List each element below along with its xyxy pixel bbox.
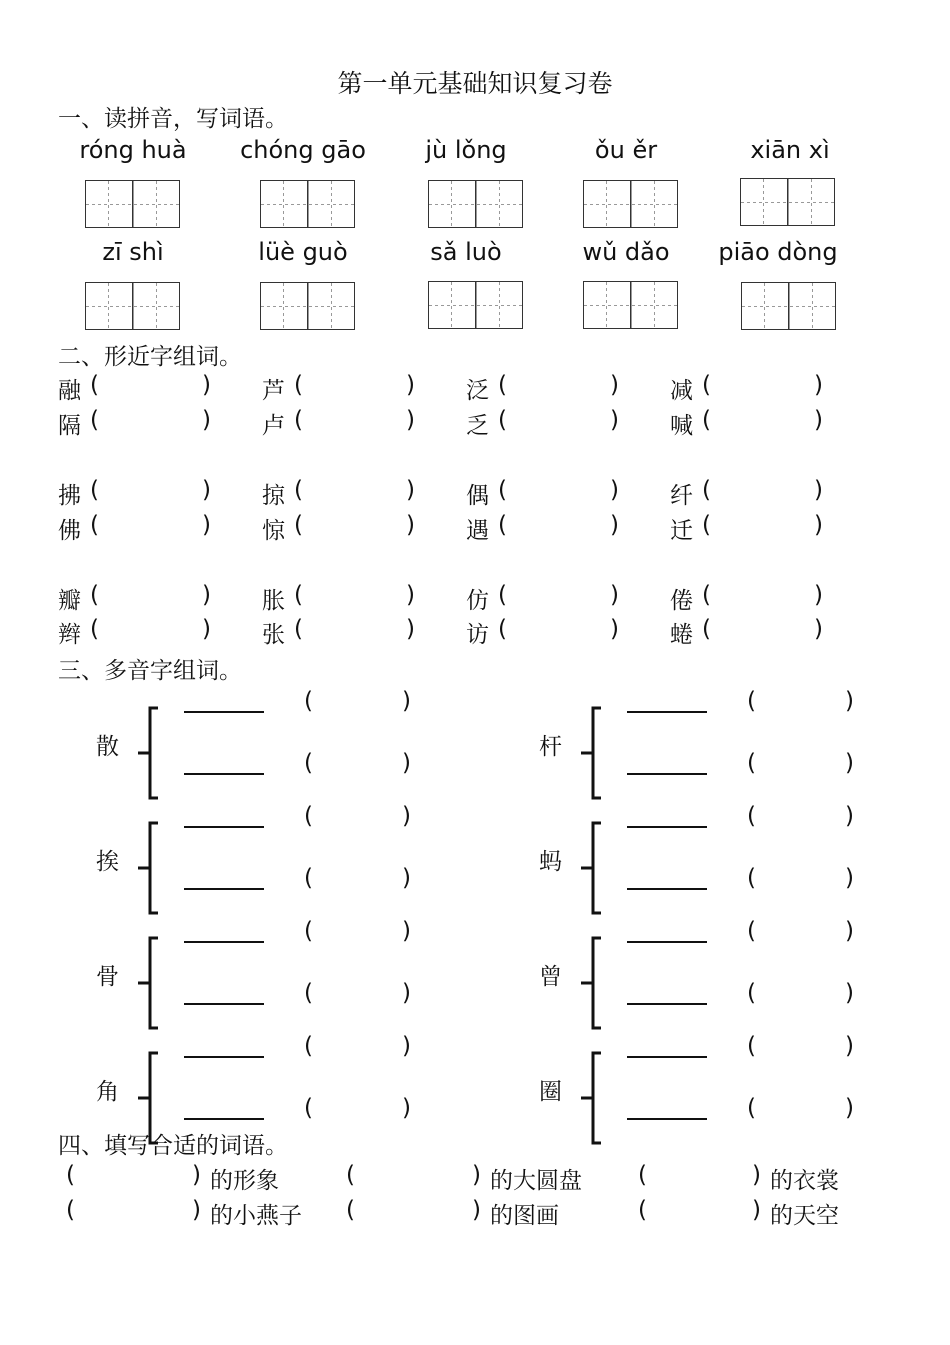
brace-icon: [579, 706, 603, 800]
section3-heading: 三、多音字组词。: [58, 658, 242, 684]
answer-line[interactable]: [184, 1056, 264, 1058]
char-fill-item[interactable]: 乏 ( ): [466, 407, 619, 439]
polyphone-item: 骨 ( ) ( ): [60, 932, 400, 1042]
answer-line[interactable]: [184, 773, 264, 775]
answer-line[interactable]: [627, 711, 707, 713]
char-fill-item[interactable]: 访 ( ): [466, 616, 619, 648]
writing-grid[interactable]: [583, 281, 678, 329]
char-fill-item[interactable]: 纤 ( ): [670, 477, 823, 509]
answer-line[interactable]: [184, 1118, 264, 1120]
char-fill-item[interactable]: 隔 ( ): [58, 407, 211, 439]
char-fill-item[interactable]: 融 ( ): [58, 372, 211, 404]
char-fill-item[interactable]: 掠 ( ): [262, 477, 415, 509]
polyphone-item: 散 ( ) ( ): [60, 702, 400, 812]
section1-heading: 一、读拼音，写词语。: [58, 106, 288, 132]
char-fill-item[interactable]: 佛 ( ): [58, 512, 211, 544]
polyphone-item: 挨 ( ) ( ): [60, 817, 400, 927]
section4-heading: 四、填写合适的词语。: [58, 1133, 288, 1159]
writing-grid[interactable]: [260, 180, 355, 228]
pinyin-item: zī shì: [102, 238, 164, 266]
answer-line[interactable]: [627, 826, 707, 828]
writing-grid[interactable]: [85, 282, 180, 330]
answer-line[interactable]: [184, 711, 264, 713]
answer-line[interactable]: [184, 941, 264, 943]
page-title: 第一单元基础知识复习卷: [337, 69, 613, 98]
char-fill-item[interactable]: 倦 ( ): [670, 582, 823, 614]
writing-grid[interactable]: [583, 180, 678, 228]
writing-grid[interactable]: [428, 281, 523, 329]
char-fill-item[interactable]: 辫 ( ): [58, 616, 211, 648]
pinyin-item: róng huà: [79, 136, 187, 164]
polyphone-item: 角 ( ) ( ): [60, 1047, 400, 1157]
char-fill-item[interactable]: 迁 ( ): [670, 512, 823, 544]
pinyin-item: xiān xì: [750, 136, 830, 164]
char-fill-item[interactable]: 蜷 ( ): [670, 616, 823, 648]
polyphone-item: 曾 ( ) ( ): [503, 932, 843, 1042]
pinyin-item: lüè guò: [258, 238, 348, 266]
pinyin-item: jù lǒng: [425, 136, 507, 164]
section2-heading: 二、形近字组词。: [58, 344, 242, 370]
answer-line[interactable]: [627, 941, 707, 943]
answer-line[interactable]: [627, 1056, 707, 1058]
answer-line[interactable]: [184, 1003, 264, 1005]
pinyin-item: wǔ dǎo: [582, 238, 670, 266]
pinyin-item: ǒu ěr: [594, 136, 658, 164]
brace-icon: [579, 936, 603, 1030]
char-fill-item[interactable]: 泛 ( ): [466, 372, 619, 404]
char-fill-item[interactable]: 喊 ( ): [670, 407, 823, 439]
polyphone-item: 蚂 ( ) ( ): [503, 817, 843, 927]
answer-line[interactable]: [627, 773, 707, 775]
polyphone-item: 杆 ( ) ( ): [503, 702, 843, 812]
writing-grid[interactable]: [740, 178, 835, 226]
pinyin-item: chóng gāo: [240, 136, 366, 164]
brace-icon: [579, 821, 603, 915]
char-fill-item[interactable]: 张 ( ): [262, 616, 415, 648]
pinyin-item: piāo dòng: [718, 238, 838, 266]
polyphone-item: 圈 ( ) ( ): [503, 1047, 843, 1157]
char-fill-item[interactable]: 拂 ( ): [58, 477, 211, 509]
char-fill-item[interactable]: 仿 ( ): [466, 582, 619, 614]
answer-line[interactable]: [184, 826, 264, 828]
answer-line[interactable]: [627, 888, 707, 890]
writing-grid[interactable]: [741, 282, 836, 330]
writing-grid[interactable]: [428, 180, 523, 228]
answer-line[interactable]: [627, 1118, 707, 1120]
char-fill-item[interactable]: 遇 ( ): [466, 512, 619, 544]
char-fill-item[interactable]: 惊 ( ): [262, 512, 415, 544]
brace-icon: [579, 1051, 603, 1145]
char-fill-item[interactable]: 减 ( ): [670, 372, 823, 404]
char-fill-item[interactable]: 卢 ( ): [262, 407, 415, 439]
char-fill-item[interactable]: 瓣 ( ): [58, 582, 211, 614]
char-fill-item[interactable]: 偶 ( ): [466, 477, 619, 509]
answer-line[interactable]: [627, 1003, 707, 1005]
brace-icon: [136, 936, 160, 1030]
brace-icon: [136, 821, 160, 915]
char-fill-item[interactable]: 胀 ( ): [262, 582, 415, 614]
char-fill-item[interactable]: 芦 ( ): [262, 372, 415, 404]
writing-grid[interactable]: [85, 180, 180, 228]
brace-icon: [136, 706, 160, 800]
answer-line[interactable]: [184, 888, 264, 890]
writing-grid[interactable]: [260, 282, 355, 330]
pinyin-item: sǎ luò: [430, 238, 502, 266]
